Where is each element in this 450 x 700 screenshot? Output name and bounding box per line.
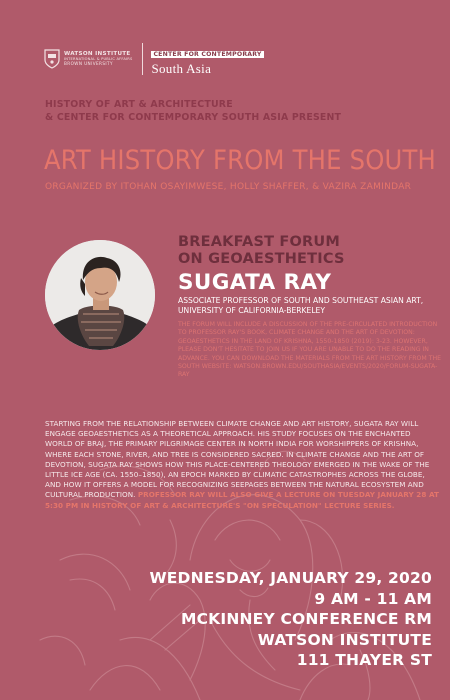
speaker-photo bbox=[45, 240, 155, 350]
forum-reading-note: THE FORUM WILL INCLUDE A DISCUSSION OF THE PRE-CIRCULATED INTRODUCTION TO PROFESSOR RAY'S BOOK, CLIMATE CHANGE AND THE ART OF DEVOTION: GEOAESTHETICS IN THE LAND OF KRISHNA, 1550-1850 (2019): 3-23. HOWEVER, PLEASE DON'T HESITATE TO JOIN US IF YOU ARE UNABLE TO DO THE READING IN ADVANCE. YOU CAN DOWNLOAD THE MATERIALS FROM THE ART HISTORY FROM THE SOUTH WEBSITE: WATSON.BROWN.EDU/SOUTHASIA/EVENTS/2020/FORUM-SUGATA-RAY bbox=[178, 321, 442, 379]
event-address: 111 THAYER ST bbox=[296, 651, 432, 669]
forum-line1: BREAKFAST FORUM bbox=[178, 234, 341, 250]
event-venue: WATSON INSTITUTE bbox=[257, 630, 432, 649]
lecture-announcement: PROFESSOR RAY WILL ALSO GIVE A LECTURE ON TUESDAY JANUARY 28 AT 5:30 PM IN HISTORY OF ART & ARCHITECTURE'S "ON SPECULATION" LECTURE SERIES. bbox=[45, 490, 439, 510]
watson-logo-line2: INTERNATIONAL & PUBLIC AFFAIRS bbox=[64, 56, 133, 61]
event-description bbox=[45, 419, 440, 511]
watson-institute-logo bbox=[64, 52, 132, 66]
forum-line2: ON GEOAESTHETICS bbox=[178, 251, 345, 267]
watson-logo-line3: BROWN UNIVERSITY bbox=[64, 60, 113, 66]
presenter-text bbox=[45, 98, 341, 124]
speaker-affiliation: ASSOCIATE PROFESSOR OF SOUTH AND SOUTHEAST ASIAN ART, UNIVERSITY OF CALIFORNIA-BERKELEY bbox=[178, 296, 424, 315]
speaker-name: SUGATA RAY bbox=[178, 270, 332, 295]
organizers: ORGANIZED BY ITOHAN OSAYIMWESE, HOLLY SHAFFER, & VAZIRA ZAMINDAR bbox=[45, 182, 412, 192]
event-time: 9 AM - 11 AM bbox=[314, 589, 432, 608]
presenter-line1: HISTORY OF ART & ARCHITECTURE bbox=[45, 99, 233, 110]
presenter-line2: & CENTER FOR CONTEMPORARY SOUTH ASIA PRESENT bbox=[45, 112, 342, 123]
series-title: ART HISTORY FROM THE SOUTH bbox=[44, 145, 436, 176]
logo-divider bbox=[142, 43, 143, 75]
event-date: WEDNESDAY, JANUARY 29, 2020 bbox=[149, 569, 432, 587]
brown-seal-icon bbox=[44, 49, 60, 69]
description-body: STARTING FROM THE RELATIONSHIP BETWEEN CLIMATE CHANGE AND ART HISTORY, SUGATA RAY WILL ENGAGE GEOAESTHETICS AS A THEORETICAL APPROACH. HIS STUDY FOCUSES ON THE ENCHANTED WORLD OF BRAJ, THE PRIMARY PILGRIMAGE CENTER IN NORTH INDIA FOR WORSHIPPERS OF KRISHNA, WHERE EACH STONE, RIVER, AND TREE IS CONSIDERED SACRED. IN CLIMATE CHANGE AND THE ART OF DEVOTION, SUGATA RAY SHOWS HOW THIS PLACE-CENTERED THEOLOGY EMERGED IN THE WAKE OF THE LITTLE ICE AGE (CA. 1550–1850), AN EPOCH MARKED BY CLIMATIC CATASTROPHES ACROSS THE GLOBE, AND HOW IT OFFERS A MODEL FOR RECOGNIZING SEEPAGES BETWEEN THE NATURAL ECOSYSTEM AND CULTURAL PRODUCTION. bbox=[45, 419, 430, 500]
csa-logo-line2: South Asia bbox=[151, 61, 212, 76]
event-details bbox=[149, 568, 432, 671]
speaker-portrait-image bbox=[45, 240, 155, 350]
forum-heading bbox=[178, 234, 345, 268]
south-asia-center-logo bbox=[151, 41, 263, 77]
csa-logo-line1: CENTER FOR CONTEMPORARY bbox=[153, 51, 262, 58]
watson-logo-line1: WATSON INSTITUTE bbox=[64, 50, 131, 57]
logo-bar bbox=[44, 43, 264, 75]
event-room: MCKINNEY CONFERENCE RM bbox=[180, 610, 432, 628]
